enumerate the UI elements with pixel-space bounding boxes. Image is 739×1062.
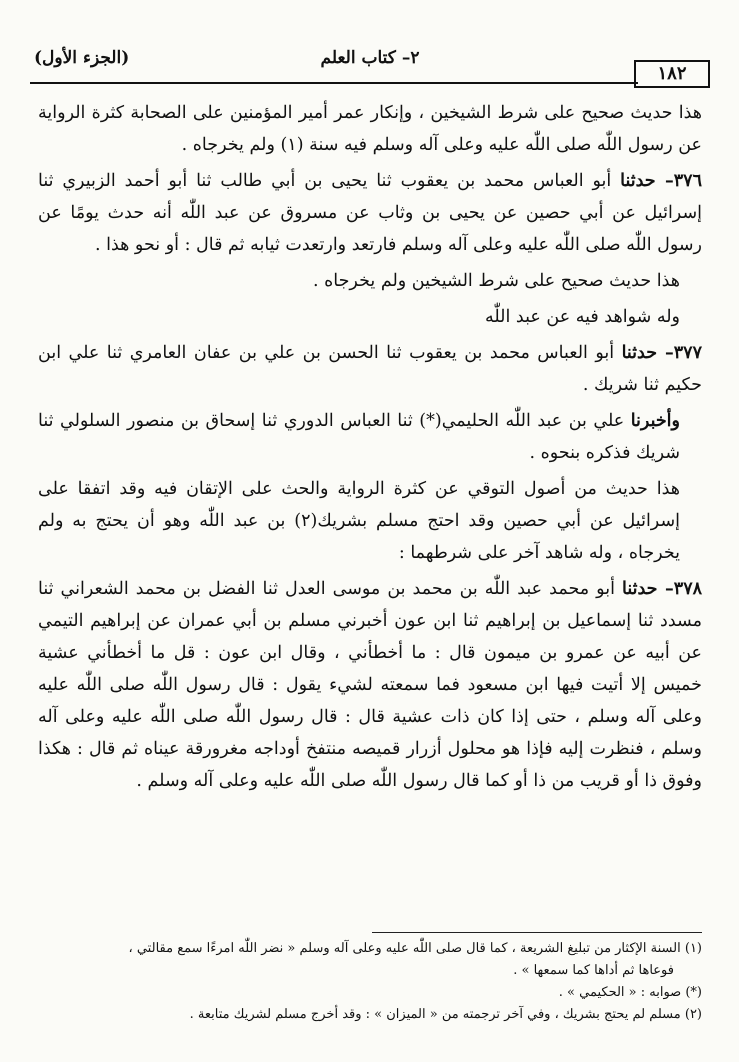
hadith-number: ٣٧٦– حدثنا xyxy=(620,171,702,191)
paragraph-p6 xyxy=(38,405,702,469)
footnote-rule xyxy=(372,932,702,933)
volume-label: (الجزء الأول) xyxy=(34,48,130,68)
chapter-title: ٢– كتاب العلم xyxy=(320,48,420,68)
paragraph-text: هذا حديث من أصول التوقي عن كثرة الرواية والحث على الإتقان فيه وقد اتفقا على إسرائيل عن أبي حصين وقد احتج مسلم بشريك(٢) بن عبد اللّٰه وهو أن يحتج به ولم يخرجاه ، وله شاهد آخر على شرطهما : xyxy=(38,479,680,563)
paragraph-text: هذا حديث صحيح على شرط الشيخين ، وإنكار عمر أمير المؤمنين على الصحابة كثرة الرواية عن رسول اللّٰه صلى اللّٰه عليه وعلى آله وسلم فيه سنة (١) ولم يخرجاه . xyxy=(38,103,702,155)
paragraph-p8 xyxy=(38,573,702,797)
hadith-number: وأخبرنا xyxy=(630,411,680,431)
footnote-f4: (٢) مسلم لم يحتج بشريك ، وفي آخر ترجمته من « الميزان » : وقد أخرج مسلم لشريك متابعة . xyxy=(189,1007,702,1022)
paragraph-text: أبو العباس محمد بن يعقوب ثنا الحسن بن علي بن عفان العامري ثنا علي ابن حكيم ثنا شريك . xyxy=(38,343,702,395)
hadith-number: ٣٧٧– حدثنا xyxy=(621,343,702,363)
header-rule xyxy=(30,82,638,84)
paragraph-p1 xyxy=(38,97,702,161)
footnote-f2: فوعاها ثم أداها كما سمعها » . xyxy=(513,963,674,978)
paragraph-text: أبو العباس محمد بن يعقوب ثنا يحيى بن أبي طالب ثنا أبو أحمد الزبيري ثنا إسرائيل عن أبي حصين عن يحيى بن وثاب عن مسروق عن عبد اللّٰه أنه حدث يومًا عن رسول اللّٰه صلى اللّٰه عليه وعلى آله وسلم فارتعد وارتعدت ثيابه ثم قال : أو نحو هذا . xyxy=(38,171,702,255)
paragraph-p5 xyxy=(38,337,702,401)
page-header xyxy=(30,42,710,82)
footnote-f3: (*) صوابه : « الحكيمي » . xyxy=(558,985,702,1000)
hadith-number: ٣٧٨– حدثنا xyxy=(621,579,702,599)
paragraph-p3 xyxy=(38,265,702,297)
paragraph-text: هذا حديث صحيح على شرط الشيخين ولم يخرجاه . xyxy=(312,271,680,291)
footnote-f1: (١) السنة الإكثار من تبليغ الشريعة ، كما قال صلى اللّٰه عليه وعلى آله وسلم « نضر اللّٰه امرءًا سمع مقالتي ، xyxy=(128,941,702,956)
paragraph-text: علي بن عبد اللّٰه الحليمي(*) ثنا العباس الدوري ثنا إسحاق بن منصور السلولي ثنا شريك فذكره بنحوه . xyxy=(38,411,680,463)
paragraph-text: وله شواهد فيه عن عبد اللّٰه xyxy=(484,307,680,327)
paragraph-p4 xyxy=(38,301,702,333)
main-text xyxy=(38,97,702,791)
paragraph-p2 xyxy=(38,165,702,261)
paragraph-text: أبو محمد عبد اللّٰه بن محمد بن موسى العدل ثنا الفضل بن محمد الشعراني ثنا مسدد ثنا إسماعيل بن إبراهيم ثنا ابن عون أخبرني مسلم بن أبي عمران عن إبراهيم التيمي عن أبيه عن عمرو بن ميمون قال : ما أخطأني ، وقال ابن عون : قل ما أخطأني عشية خميس إلا أتيت فيها ابن مسعود فما سمعته لشيء يقول : قال رسول اللّٰه صلى اللّٰه عليه وعلى آله وسلم ، حتى إذا كان ذات عشية قال : قال رسول اللّٰه صلى اللّٰه عليه وعلى آله وسلم ، فنظرت إليه فإذا هو محلول أزرار قميصه منتفخ أوداجه مغرورقة عيناه ثم قال : هكذا وفوق ذا أو قريب من ذا أو كما قال رسول اللّٰه صلى اللّٰه عليه وعلى آله وسلم . xyxy=(38,579,702,791)
page-number: ١٨٢ xyxy=(634,60,710,88)
footnotes xyxy=(38,938,702,1048)
paragraph-p7 xyxy=(38,473,702,569)
